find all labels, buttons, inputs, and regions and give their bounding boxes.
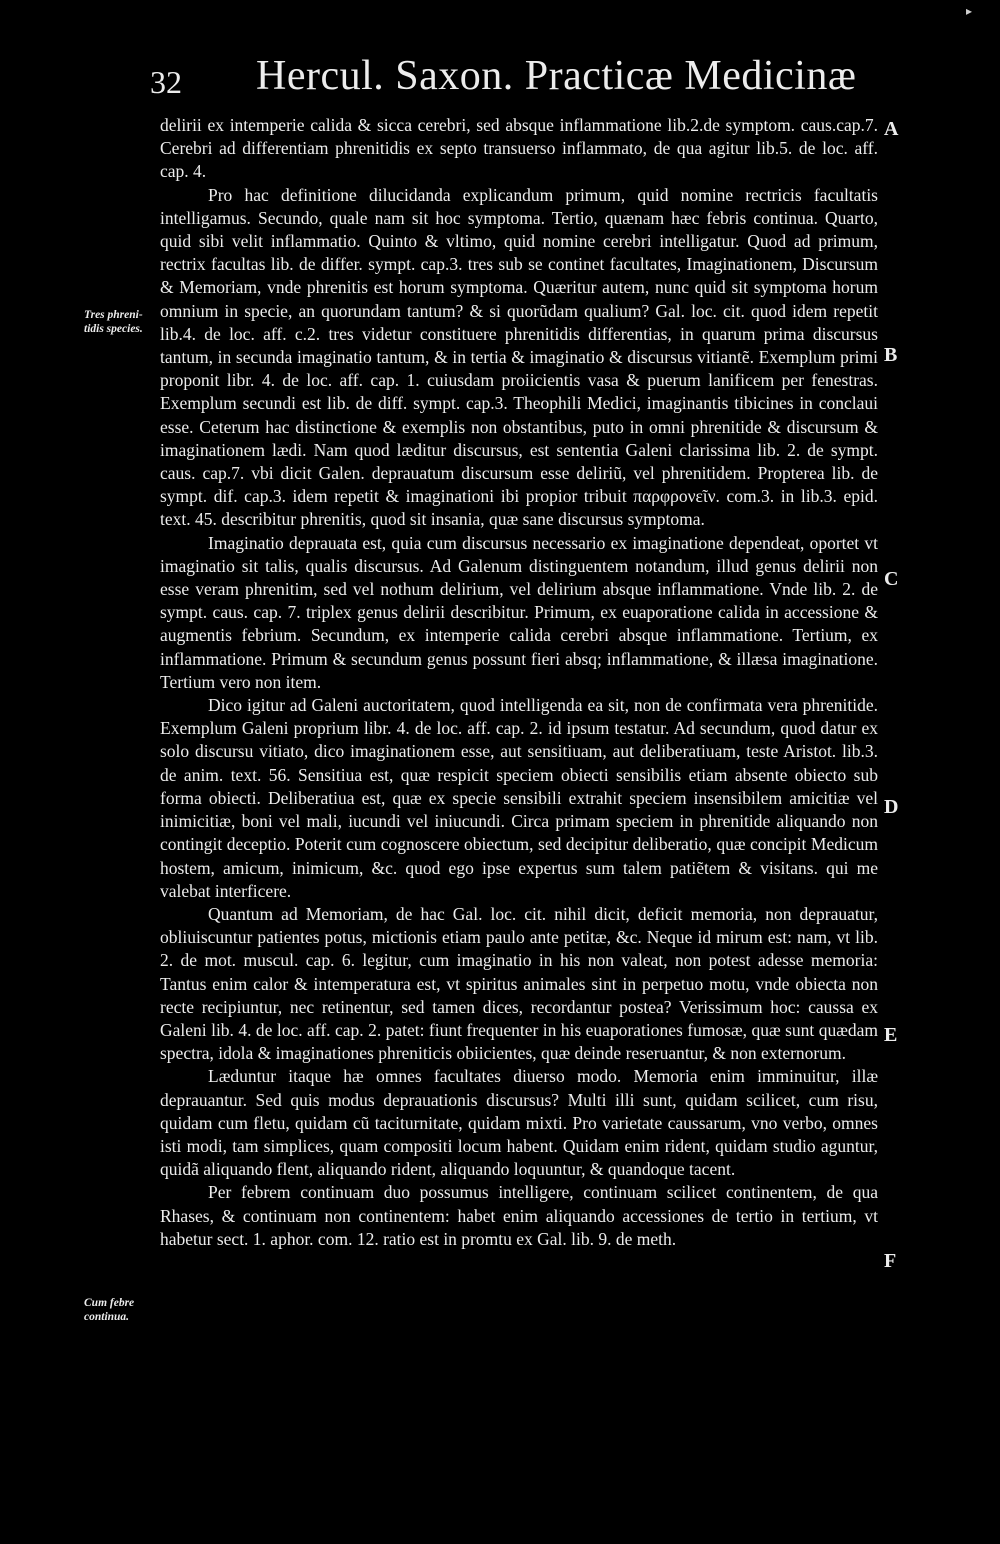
paragraph-imagination: Imaginatio deprauata est, quia cum discursus necessario ex imaginatione dependeat, oportet vt imaginatio sit talis, qualis discursus. Ad Galenum distinguentem notandum, illud genus delirii non esse veram phrenitim, sed vel nothum delirium, vel delirium absque inflammatione. Vnde lib. 2. de sympt. caus. cap. 7. triplex genus delirii describitur. Primum, ex euaporatione calida in accessione & augmentis febrium. Secundum, ex intemperie calida cerebri absque inflammatione. Tertium, ex inflammatione. Primum & secundum genus possunt fieri absq; inflammatione, & illæsa imaginatione. Tertium vero non item. (160, 532, 878, 692)
page-header (150, 52, 857, 108)
page-number: 32 (150, 64, 182, 100)
side-letter-b: B (884, 344, 898, 366)
corner-mark: ▸ (966, 4, 973, 18)
side-letter-a: A (884, 118, 899, 140)
margin-note-three-species: Tres phreni-tidis species. (84, 309, 143, 335)
paragraph-memory: Quantum ad Memoriam, de hac Gal. loc. cit. nihil dicit, deficit memoria, non deprauatur, obliuiscuntur patientes potus, mictionis etiam paulo ante petitæ, &c. Neque id mirum est: nam, vt lib. 2. de mot. muscul. cap. 6. legitur, cum imaginatio in his non valeat, non potest adesse memoria: Tantus enim calor & intemperatura est, vt spiritus animales sint in perpetuo motu, vnde obiecta non recte recipiuntur, nec retinentur, sed tamen dices, recordantur postea? Verissimum hoc: caussa ex Galeni lib. 4. de loc. aff. cap. 2. patet: fiunt frequenter in his euaporationes fumosæ, quæ sunt quædam spectra, idola & imaginationes phreniticis obiicientes, quæ deinde reseruantur, & non externorum. (160, 903, 878, 1064)
side-letter-c: C (884, 568, 899, 590)
running-title: Hercul. Saxon. Practicæ Medicinæ (256, 53, 857, 99)
paragraph-definition: Pro hac definitione dilucidanda explicandum primum, quid nomine rectricis facultatis intelligamus. Secundo, quale nam sit hoc symptoma. Tertio, quænam hæc febris continua. Quarto, quid sibi velit inflammatio. Quinto & vltimo, quid nomine cerebri intelligatur. Quod ad primum, rectrix facultas lib. de differ. sympt. cap.3. tres sub se continet facultates, Imaginationem, Discursum & Memoriam, vnde phrenitis est horum symptoma. Quæritur autem, nunc quid sit symptoma horum omnium in specie, an quorundam tantum? & si quorũdam qualium? Gal. loc. cit. quod idem repetit lib.4. de loc. aff. c.2. tres videtur constituere phrenitidis differentias, in quarum prima discursus tantum, in secunda imaginatio tantum, & in tertia & imaginatio & discursus vitiantẽ. Exemplum primi proponit libr. 4. de loc. aff. cap. 1. cuiusdam proiicientis vasa & puerum lanificem per fenestras. Exemplum secundi est lib. de diff. sympt. cap.3. Theophili Medici, imaginantis tibicines in conclaui esse. Ceterum hac distinctione & exemplis non obstantibus, puto in omni phrenitide & discursum & imaginationem lædi. Nam quod læditur discursus, est sententia Galeni clarissima lib. 2. de sympt. caus. cap.7. vbi dicit Galen. deprauatum discursum esse deliriũ, vel phrenitidem. Propterea lib. de sympt. dif. cap.3. idem repetit & imaginationi ibi propior tribuit παρφρονεῖν. com.3. in lib.3. epid. text. 45. describitur phrenitis, quod sit insania, quæ sane discursus symptoma. (160, 184, 878, 530)
body-text (160, 114, 878, 1251)
paragraph-continuation: delirii ex intemperie calida & sicca cerebri, sed absque inflammatione lib.2.de symptom. caus.cap.7. Cerebri ad differentiam phrenitidis ex septo transuerso inflammato, de qua agitur lib.5. de loc. aff. cap. 4. (160, 115, 878, 182)
paragraph-galen-authority: Dico igitur ad Galeni auctoritatem, quod intelligenda ea sit, non de confirmata vera phrenitide. Exemplum Galeni proprium libr. 4. de loc. aff. cap. 2. id ipsum testatur. Ad secundum, quod datur ex solo discursu vitiato, dico imaginationem esse, aut sensitiuam, aut deliberatiuam, teste Aristot. lib.3. de anim. text. 56. Sensitiua est, quæ respicit speciem obiecti sensibilis etiam absente obiecto sub forma obiecti. Deliberatiua est, quæ ex specie sensibili extrahit speciem insensibilem amicitiæ vel inimicitiæ, boni vel mali, iucundi vel iniucundi. Circa primam speciem in phrenitide aliquando non contingit deceptio. Poterit cum cognoscere obiectum, sed decipitur deliberatio, quæ concipit Medicum hostem, amicum, inimicum, &c. quod ego ipse expertus sum talem patiẽtem & visitans. qui me valebat interficere. (160, 695, 878, 901)
paragraph-continuous-fever: Per febrem continuam duo possumus intelligere, continuam scilicet continentem, de qua Rhases, & continuam non continentem: habet enim aliquando accessiones de tertio in tertium, vt habetur sect. 1. aphor. com. 12. ratio est in promtu ex Gal. lib. 9. de meth. (160, 1182, 878, 1249)
paragraph-faculties: Læduntur itaque hæ omnes facultates diuerso modo. Memoria enim imminuitur, illæ deprauantur. Sed quis modus deprauationis discursus? Multi illi sunt, quidam scilicet, cum risu, quidam cum fletu, quidam cũ taciturnitate, quidam mixti. Pro varietate caussarum, vno verbo, omnes isti modi, tam simplices, quam compositi locum habent. Quidam enim rident, quidam studio aguntur, quidã aliquando flent, aliquando rident, aliquando loquuntur, & quandoque tacent. (160, 1066, 878, 1180)
side-letter-d: D (884, 796, 899, 818)
side-letter-e: E (884, 1024, 898, 1046)
margin-note-continuous-fever: Cum febre continua. (84, 1297, 135, 1323)
side-letter-f: F (884, 1250, 897, 1272)
